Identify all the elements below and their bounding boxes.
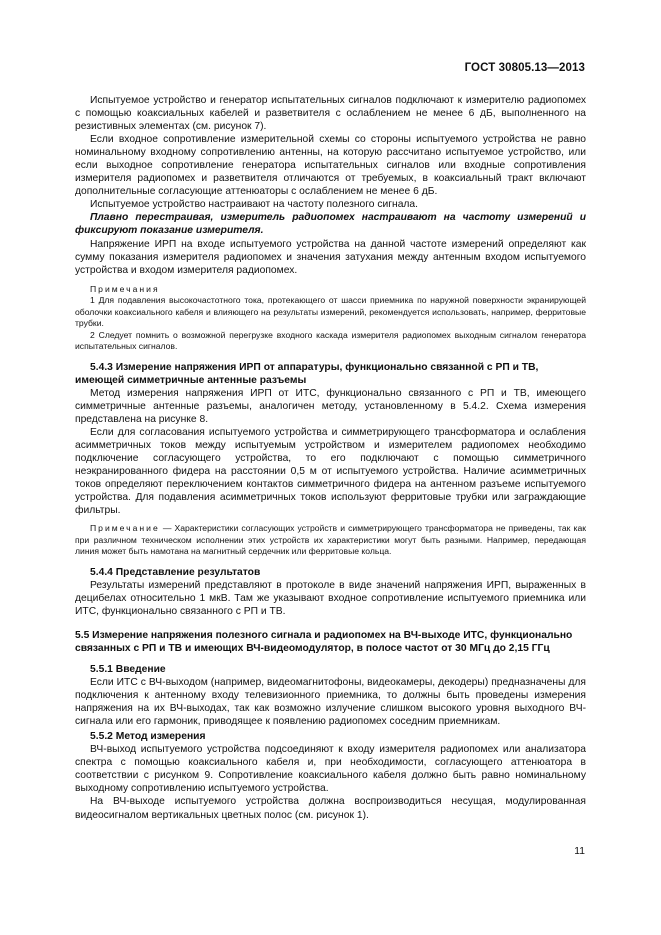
note-label: Примечание xyxy=(90,523,160,534)
section-heading-5-5-2: 5.5.2 Метод измерения xyxy=(90,731,206,743)
note-item: 1 Для подавления высокочастотного тока, протекающего от шасси приемника по наружной поверхности экранирующей оболочки коаксиального кабеля и влияющего на результаты измерений, рекомендуется использовать, например, ферритовые трубки. xyxy=(75,295,586,329)
notes-title: Примечания xyxy=(90,283,160,294)
paragraph: Испытуемое устройство и генератор испытательных сигналов подключают к измерителю радиопомех с помощью коаксиальных кабелей и разветвителя с ослаблением не менее 6 дБ, выполненного на резистивных элементах (см. рисунок 7). xyxy=(75,95,586,133)
paragraph: Испытуемое устройство настраивают на частоту полезного сигнала. xyxy=(90,199,419,211)
section-heading-5-4-3: 5.4.3 Измерение напряжения ИРП от аппаратуры, функционально связанной с РП и ТВ, имеющей симметричные антенные разъемы xyxy=(75,361,539,386)
emphasis-paragraph: Плавно перестраивая, измеритель радиопомех настраивают на частоту измерений и фиксируют показание измерителя. xyxy=(75,212,586,237)
note-block xyxy=(75,523,586,558)
paragraph: Метод измерения напряжения ИРП от ИТС, функционально связанного с РП и ТВ, имеющего симметричные антенные разъемы, аналогичен методу, установленному в 5.4.2. Схема измерения представлена на рисунке 8. xyxy=(75,387,586,425)
section-heading-5-5-1: 5.5.1 Введение xyxy=(90,664,166,675)
section-heading-5-5: 5.5 Измерение напряжения полезного сигнала и радиопомех на ВЧ-выходе ИТС, функционально связанных с РП и ТВ и имеющих ВЧ-видеомодулятор, в полосе частот от 30 МГц до 2,15 ГГц xyxy=(75,629,573,654)
page-body xyxy=(75,94,586,822)
section-5-5-wrapper xyxy=(75,629,586,655)
standard-header: ГОСТ 30805.13—2013 xyxy=(464,62,585,74)
paragraph: Напряжение ИРП на входе испытуемого устройства на данной частоте измерений определяют как сумму показания измерителя радиопомех и значения затухания между антенным входом испытуемого устройства и входом измерителя радиопомех. xyxy=(75,238,586,276)
paragraph: Если ИТС с ВЧ-выходом (например, видеомагнитофоны, видеокамеры, декодеры) предназначены для подключения к антенному входу телевизионного приемника, то должны быть проведены измерения напряжения на их ВЧ-выходах, так как возможно излучение слишком высокого уровня выходного ВЧ-сигнала или его гармоник, приводящее к появлению радиопомех соседним приемникам. xyxy=(75,677,586,728)
page-number: 11 xyxy=(574,846,585,857)
paragraph: На ВЧ-выходе испытуемого устройства должна воспроизводиться несущая, модулированная видеосигналом вертикальных цветных полос (см. рисунок 1). xyxy=(75,796,586,821)
note-text: — Характеристики согласующих устройств и симметрирующего трансформатора не приведены, так как при различном техническом исполнении этих устройств их характеристики могут быть разными. Например, передающая линия может быть намотана на магнитный сердечник или ферритовые кольца. xyxy=(75,523,586,557)
paragraph: ВЧ-выход испытуемого устройства подсоединяют к входу измерителя радиопомех или анализатора спектра с помощью коаксиального кабеля и, при необходимости, согласующего аттенюатора в соответствии с рисунком 9. Сопротивление коаксиального кабеля должно быть равно номинальному выходному сопротивлению испытуемого устройства. xyxy=(75,744,586,795)
paragraph: Если входное сопротивление измерительной схемы со стороны испытуемого устройства не равно номинальному входному сопротивлению антенны, на которую рассчитано испытуемое устройство, или если выходное сопротивление генератора испытательных сигналов или входные сопротивления измерителя радиопомех и разветвителя отличаются от требуемых, в коаксиальный тракт включают дополнительные согласующие аттенюаторы с ослаблением не менее 6 дБ. xyxy=(75,134,586,198)
section-heading-5-4-4: 5.4.4 Представление результатов xyxy=(90,566,261,578)
paragraph: Результаты измерений представляют в протоколе в виде значений напряжения ИРП, выраженных в децибелах относительно 1 мкВ. Там же указывают входное сопротивление испытуемого приемника или ИТС, функционально связанного с РП и ТВ. xyxy=(75,579,586,617)
note-item: 2 Следует помнить о возможной перегрузке входного каскада измерителя радиопомех выходным сигналом генератора испытательных сигналов. xyxy=(75,329,586,352)
paragraph: Если для согласования испытуемого устройства и симметрирующего трансформатора и ослабления асимметричных токов между испытуемым устройством и измерителем радиопомех необходимо подключение согласующего устройства, то его подключают с помощью симметричного неэкранированного фидера на расстоянии 0,5 м от испытуемого устройства. Наличие асимметричных токов определяют переключением контактов симметричного фидера на антенном разъеме испытуемого устройства. Для подавления асимметричных токов используют ферритовые трубки или заграждающие фильтры. xyxy=(75,426,586,517)
